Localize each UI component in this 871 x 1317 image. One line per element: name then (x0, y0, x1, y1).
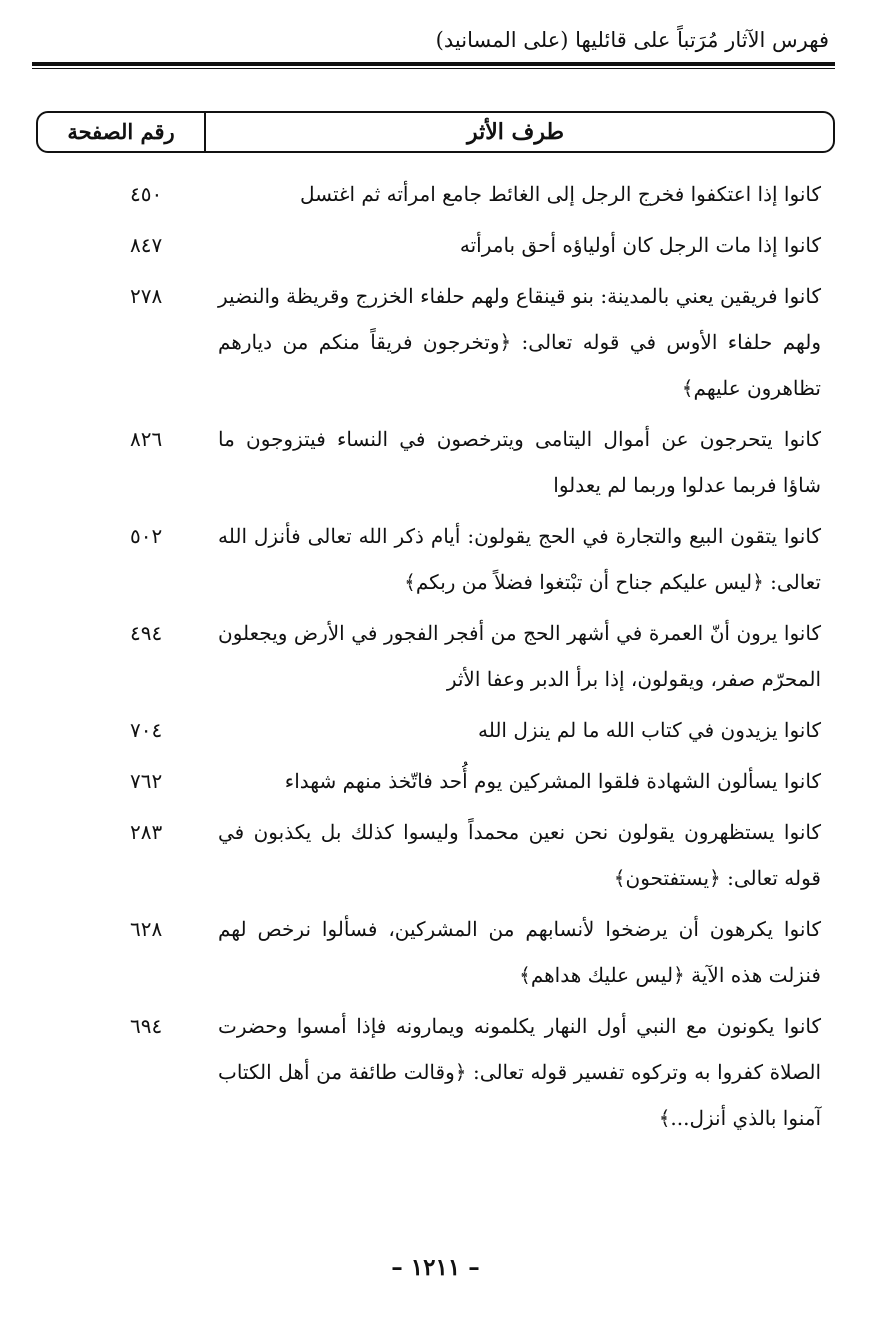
entry-text: كانوا يرون أنّ العمرة في أشهر الحج من أفجر الفجور في الأرض ويجعلون المحرّم صفر، ويقولون، إذا برأ الدبر وعفا الأثر (218, 621, 821, 691)
entry-page-number: ٦٢٨ (130, 917, 163, 941)
column-header-text: طرف الأثر (466, 119, 565, 145)
entries-list (38, 171, 821, 1146)
entry-page-number: ٥٠٢ (130, 524, 163, 548)
entry-page-number: ٤٩٤ (130, 621, 163, 645)
entry-page-number: ٨٢٦ (130, 427, 163, 451)
entry-row (38, 610, 821, 702)
header-rule-thin (32, 68, 835, 69)
entry-text: كانوا يتحرجون عن أموال اليتامى ويترخصون في النساء فيتزوجون ما شاؤا فربما عدلوا وربما لم يعدلوا (218, 427, 821, 497)
entry-row (38, 171, 821, 217)
entry-row (38, 758, 821, 804)
entry-row (38, 222, 821, 268)
table-header (36, 111, 835, 153)
entry-page-number: ٢٨٣ (130, 820, 163, 844)
page-folio: – ١٢١١ – (391, 1254, 480, 1281)
entry-page-number: ٢٧٨ (130, 284, 163, 308)
entry-row (38, 513, 821, 605)
entry-row (38, 273, 821, 411)
entry-row (38, 1003, 821, 1141)
entry-page-number: ٧٠٤ (130, 718, 163, 742)
entry-page-number: ٧٦٢ (130, 769, 163, 793)
entry-text: كانوا إذا مات الرجل كان أولياؤه أحق بامرأته (459, 233, 821, 257)
entry-page-number: ٨٤٧ (130, 233, 163, 257)
column-divider (204, 113, 206, 151)
entry-text: كانوا يستظهرون يقولون نحن نعين محمداً وليسوا كذلك بل يكذبون في قوله تعالى: ﴿يستفتحون﴾ (218, 820, 821, 890)
running-title: فهرس الآثار مُرَتباً على قائليها (على المسانيد) (435, 28, 829, 52)
entry-text: كانوا يتقون البيع والتجارة في الحج يقولون: أيام ذكر الله تعالى فأنزل الله تعالى: ﴿ليس عليكم جناح أن تبْتغوا فضلاً من ربكم﴾ (218, 524, 821, 594)
entry-page-number: ٦٩٤ (130, 1014, 163, 1038)
entry-text: كانوا يسألون الشهادة فلقوا المشركين يوم أُحد فاتّخذ منهم شهداء (284, 769, 821, 793)
entry-text: كانوا يكرهون أن يرضخوا لأنسابهم من المشركين، فسألوا نرخص لهم فنزلت هذه الآية ﴿ليس عليك هداهم﴾ (218, 917, 821, 987)
entry-row (38, 906, 821, 998)
entry-text: كانوا يزيدون في كتاب الله ما لم ينزل الله (477, 718, 821, 742)
entry-text: كانوا فريقين يعني بالمدينة: بنو قينقاع ولهم حلفاء الخزرج وقريظة والنضير ولهم حلفاء الأوس في قوله تعالى: ﴿وتخرجون فريقاً منكم من ديارهم تظاهرون عليهم﴾ (218, 284, 821, 400)
entry-row (38, 809, 821, 901)
entry-row (38, 707, 821, 753)
column-header-page: رقم الصفحة (67, 119, 175, 144)
running-header (38, 22, 829, 62)
entry-page-number: ٤٥٠ (130, 182, 163, 206)
header-rule (32, 62, 835, 66)
entry-text: كانوا إذا اعتكفوا فخرج الرجل إلى الغائط جامع امرأته ثم اغتسل (300, 182, 821, 206)
entry-row (38, 416, 821, 508)
entry-text: كانوا يكونون مع النبي أول النهار يكلمونه ويمارونه فإذا أمسوا وحضرت الصلاة كفروا به وتركوه تفسير قوله تعالى: ﴿وقالت طائفة من أهل الكتاب آمنوا بالذي أنزل...﴾ (218, 1014, 821, 1130)
